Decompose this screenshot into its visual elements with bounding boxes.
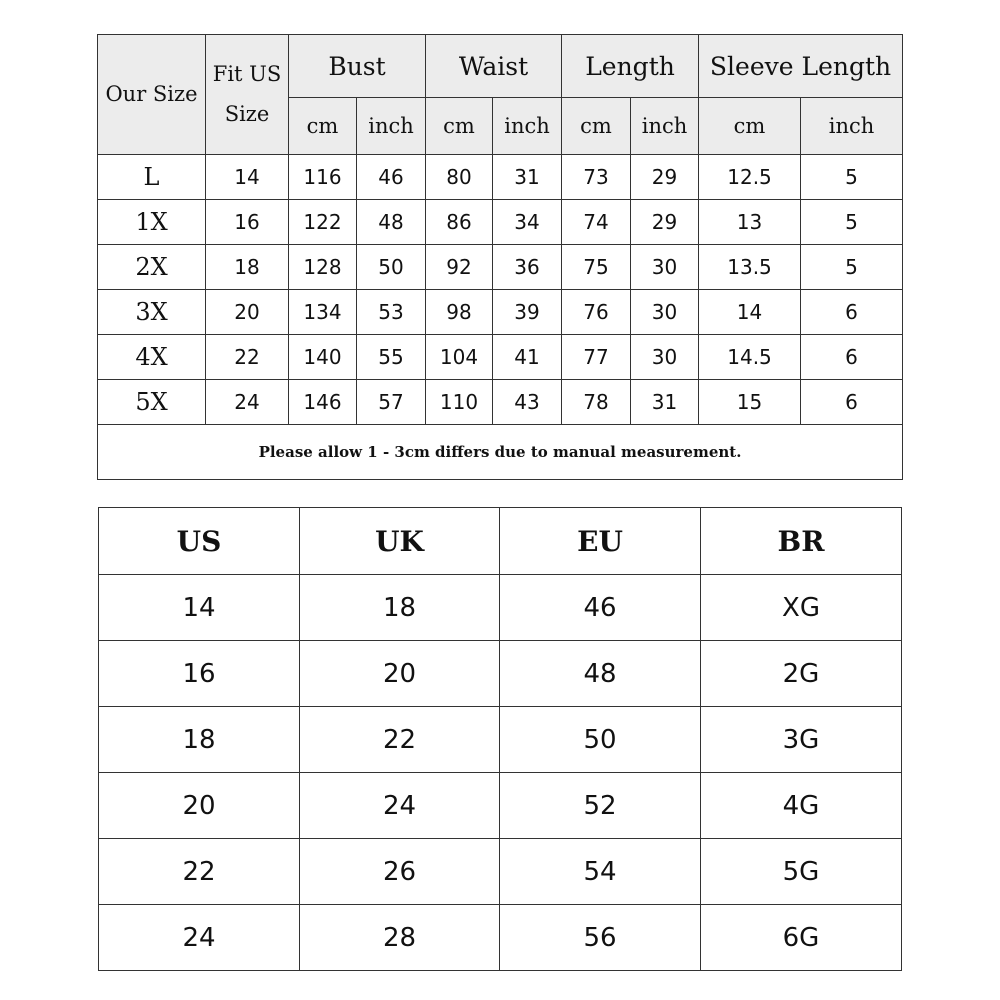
table-cell: 53 <box>357 290 426 335</box>
table-cell: 56 <box>500 905 701 971</box>
table-cell: 48 <box>357 200 426 245</box>
size-cell: 1X <box>98 200 206 245</box>
table-row <box>99 575 902 641</box>
table-cell: 52 <box>500 773 701 839</box>
table-cell: 34 <box>493 200 562 245</box>
table-cell: 28 <box>300 905 500 971</box>
table-cell: 46 <box>357 155 426 200</box>
table-cell: 110 <box>426 380 493 425</box>
table-row <box>99 905 902 971</box>
table-cell: 14 <box>699 290 801 335</box>
table-cell: 5 <box>801 155 903 200</box>
table-cell: 80 <box>426 155 493 200</box>
bust-header: Bust <box>289 35 426 98</box>
table-cell: 98 <box>426 290 493 335</box>
table-cell: 104 <box>426 335 493 380</box>
table-cell: 31 <box>493 155 562 200</box>
table-cell: 86 <box>426 200 493 245</box>
eu-header: EU <box>500 508 701 575</box>
table-cell: 20 <box>300 641 500 707</box>
table-cell: XG <box>701 575 902 641</box>
table-cell: 24 <box>99 905 300 971</box>
table-row <box>98 380 903 425</box>
table-cell: 146 <box>289 380 357 425</box>
table-cell: 14 <box>206 155 289 200</box>
table-row <box>98 245 903 290</box>
table-cell: 29 <box>631 155 699 200</box>
table-cell: 20 <box>99 773 300 839</box>
table-cell: 5 <box>801 245 903 290</box>
table-row <box>98 200 903 245</box>
table-row <box>99 839 902 905</box>
table-row <box>99 773 902 839</box>
table-cell: 6 <box>801 380 903 425</box>
bust-cm-header: cm <box>289 98 357 155</box>
table-cell: 24 <box>300 773 500 839</box>
table-cell: 4G <box>701 773 902 839</box>
table-cell: 116 <box>289 155 357 200</box>
table-cell: 55 <box>357 335 426 380</box>
table-cell: 76 <box>562 290 631 335</box>
br-header: BR <box>701 508 902 575</box>
size-cell: 5X <box>98 380 206 425</box>
size-header-row <box>98 35 903 98</box>
table-cell: 39 <box>493 290 562 335</box>
table-cell: 5 <box>801 200 903 245</box>
size-conversion-table <box>98 507 902 971</box>
waist-header: Waist <box>426 35 562 98</box>
table-cell: 43 <box>493 380 562 425</box>
table-cell: 22 <box>300 707 500 773</box>
length-header: Length <box>562 35 699 98</box>
table-row <box>99 707 902 773</box>
table-cell: 15 <box>699 380 801 425</box>
table-cell: 13 <box>699 200 801 245</box>
table-cell: 14 <box>99 575 300 641</box>
us-header: US <box>99 508 300 575</box>
table-cell: 16 <box>99 641 300 707</box>
table-cell: 18 <box>206 245 289 290</box>
table-cell: 20 <box>206 290 289 335</box>
table-cell: 6G <box>701 905 902 971</box>
table-cell: 13.5 <box>699 245 801 290</box>
table-cell: 22 <box>206 335 289 380</box>
bust-inch-header: inch <box>357 98 426 155</box>
table-row <box>99 641 902 707</box>
table-cell: 50 <box>357 245 426 290</box>
table-cell: 18 <box>300 575 500 641</box>
table-cell: 29 <box>631 200 699 245</box>
table-row <box>98 335 903 380</box>
table-cell: 16 <box>206 200 289 245</box>
table-cell: 3G <box>701 707 902 773</box>
length-inch-header: inch <box>631 98 699 155</box>
table-cell: 134 <box>289 290 357 335</box>
table-cell: 14.5 <box>699 335 801 380</box>
size-chart-table <box>97 34 903 480</box>
table-cell: 30 <box>631 245 699 290</box>
table-cell: 122 <box>289 200 357 245</box>
measurement-note: Please allow 1 - 3cm differs due to manual measurement. <box>98 425 903 480</box>
size-cell: L <box>98 155 206 200</box>
table-cell: 26 <box>300 839 500 905</box>
table-cell: 41 <box>493 335 562 380</box>
table-cell: 50 <box>500 707 701 773</box>
table-cell: 6 <box>801 335 903 380</box>
table-cell: 75 <box>562 245 631 290</box>
conversion-header-row <box>99 508 902 575</box>
table-cell: 46 <box>500 575 701 641</box>
table-row <box>98 290 903 335</box>
table-cell: 2G <box>701 641 902 707</box>
table-cell: 48 <box>500 641 701 707</box>
table-cell: 30 <box>631 290 699 335</box>
table-cell: 36 <box>493 245 562 290</box>
table-cell: 92 <box>426 245 493 290</box>
table-row <box>98 155 903 200</box>
size-cell: 2X <box>98 245 206 290</box>
table-cell: 140 <box>289 335 357 380</box>
table-cell: 6 <box>801 290 903 335</box>
table-cell: 31 <box>631 380 699 425</box>
table-cell: 22 <box>99 839 300 905</box>
table-cell: 73 <box>562 155 631 200</box>
table-cell: 78 <box>562 380 631 425</box>
waist-cm-header: cm <box>426 98 493 155</box>
size-cell: 4X <box>98 335 206 380</box>
table-cell: 57 <box>357 380 426 425</box>
table-cell: 54 <box>500 839 701 905</box>
table-cell: 77 <box>562 335 631 380</box>
fit-us-size-header: Fit US Size <box>206 35 289 155</box>
sleeve-length-header: Sleeve Length <box>699 35 903 98</box>
waist-inch-header: inch <box>493 98 562 155</box>
note-row <box>98 425 903 480</box>
table-cell: 24 <box>206 380 289 425</box>
table-cell: 30 <box>631 335 699 380</box>
sleeve-cm-header: cm <box>699 98 801 155</box>
table-cell: 74 <box>562 200 631 245</box>
uk-header: UK <box>300 508 500 575</box>
sleeve-inch-header: inch <box>801 98 903 155</box>
table-cell: 12.5 <box>699 155 801 200</box>
length-cm-header: cm <box>562 98 631 155</box>
our-size-header: Our Size <box>98 35 206 155</box>
table-cell: 128 <box>289 245 357 290</box>
table-cell: 18 <box>99 707 300 773</box>
size-cell: 3X <box>98 290 206 335</box>
table-cell: 5G <box>701 839 902 905</box>
